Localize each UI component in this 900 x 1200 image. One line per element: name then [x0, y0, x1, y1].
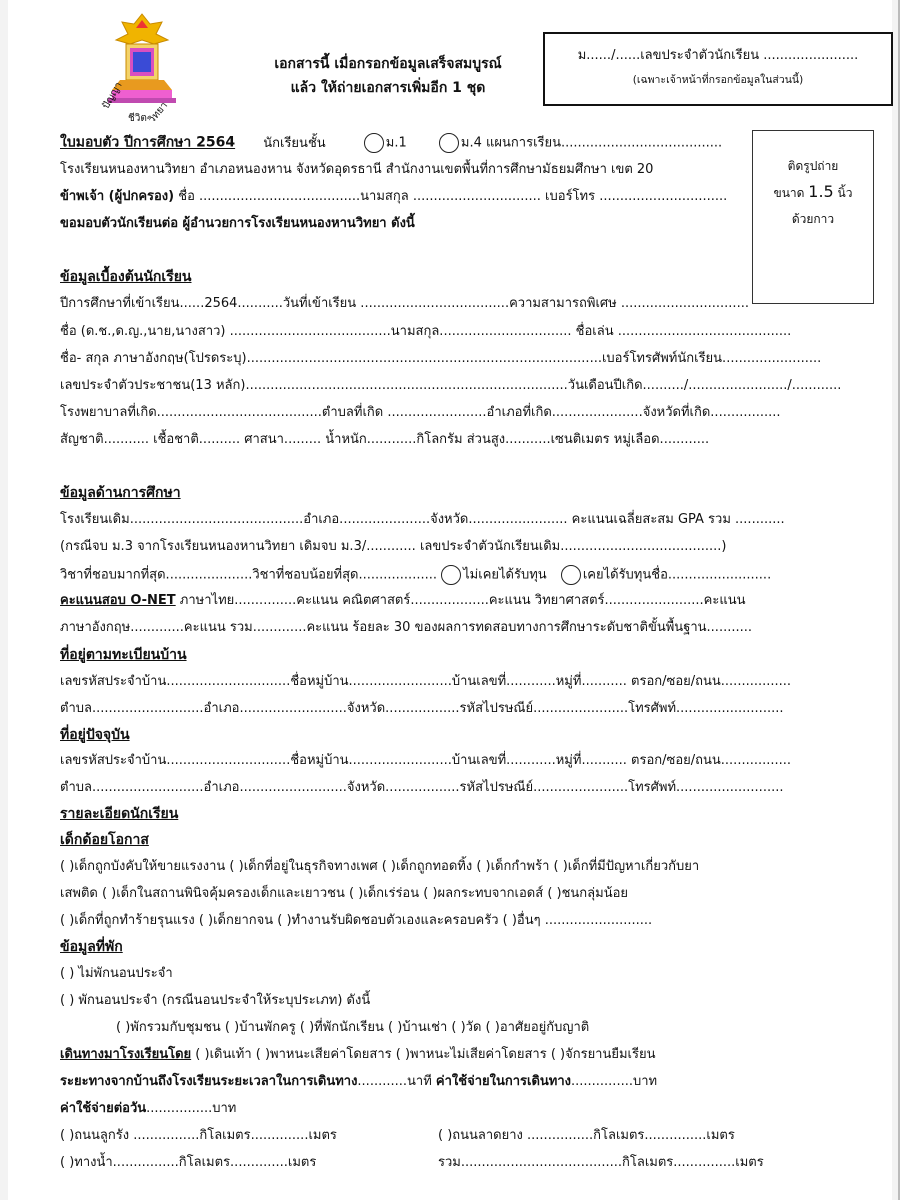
- staff-only-note: (เฉพาะเจ้าหน้าที่กรอกข้อมูลในส่วนนี้): [632, 74, 804, 86]
- header-line1: เอกสารนี้ เมื่อกรอกข้อมูลเสร็จสมบูรณ์: [274, 56, 502, 72]
- option-m4-label: ม.4 แผนการเรียน.......................................: [460, 135, 723, 151]
- form-page: [8, 0, 892, 1200]
- distance-label: ระยะทางจากบ้านถึงโรงเรียนระยะเวลาในการเดินทาง: [60, 1074, 358, 1089]
- education-line-2[interactable]: (กรณีจบ ม.3 จากโรงเรียนหนองหานวิทยา เดิมจบ ม.3/............ เลขประจำตัวนักเรียนเดิม.......................................): [60, 539, 727, 554]
- education-heading: ข้อมูลด้านการศึกษา: [60, 485, 181, 501]
- distance-line[interactable]: [60, 1073, 657, 1091]
- logo-caption-mid: ชีวิต: [128, 113, 147, 124]
- logo-caption-left: ปัญญา: [100, 80, 125, 111]
- daily-cost-field: ................บาท: [146, 1101, 237, 1116]
- scholarship-label: เคยได้รับทุนชื่อ.........................: [582, 567, 772, 583]
- daily-cost-label: ค่าใช้จ่ายต่อวัน: [60, 1101, 147, 1116]
- parent-row[interactable]: [60, 188, 727, 206]
- photo-box[interactable]: [752, 130, 874, 304]
- school-logo: [98, 10, 186, 128]
- basic-line-5[interactable]: โรงพยาบาลที่เกิด........................................ตำบลที่เกิด ........................อำเภอที่เกิด......................จังหวัดที่เกิด.................: [60, 405, 781, 420]
- onet-fields: ภาษาไทย...............คะแนน คณิตศาสตร์...................คะแนน วิทยาศาสตร์........................คะแนน: [175, 593, 746, 608]
- school-line: โรงเรียนหนองหานวิทยา อำเภอหนองหาน จังหวัดอุดรธานี สำนักงานเขตพื้นที่การศึกษามัธยมศึกษา เขต 20: [60, 162, 654, 177]
- grade-label: นักเรียนชั้น: [263, 135, 326, 151]
- no-scholarship-label: ไม่เคยได้รับทุน: [463, 567, 547, 583]
- residence-line-1[interactable]: ( ) ไม่พักนอนประจำ: [60, 966, 173, 981]
- disadvantaged-line-3[interactable]: ( )เด็กที่ถูกทำร้ายรุนแรง ( )เด็กยากจน ( )ทำงานรับผิดชอบตัวเองและครอบครัว ( )อื่นๆ ..........................: [60, 913, 653, 928]
- education-line-5[interactable]: ภาษาอังกฤษ.............คะแนน รวม.............คะแนน ร้อยละ 30 ของผลการทดสอบทางการศึกษาระดับชาติขั้นพื้นฐาน...........: [60, 620, 753, 635]
- form-title-row: [60, 133, 722, 153]
- road-laterite[interactable]: ( )ถนนลูกรัง ................กิโลเมตร..............เมตร: [60, 1128, 337, 1143]
- logo-caption-right: วิทยา: [146, 100, 171, 126]
- photo-glue: ด้วยกาว: [791, 212, 835, 226]
- disadvantaged-line-2[interactable]: เสพติด ( )เด็กในสถานพินิจคุ้มครองเด็กและเยาวชน ( )เด็กเร่ร่อน ( )ผลกระทบจากเอดส์ ( )ชนกลุ่มน้อย: [60, 886, 629, 901]
- cur-address-line-1[interactable]: เลขรหัสประจำบ้าน..............................ชื่อหมู่บ้าน.........................บ้านเลขที่............หมู่ที่........... ตรอก/ซอย/ถนน.................: [60, 753, 792, 768]
- residence-heading: ข้อมูลที่พัก: [60, 939, 123, 955]
- scholarship-radio[interactable]: [561, 565, 581, 585]
- header-note: [248, 52, 528, 100]
- basic-info-heading: ข้อมูลเบื้องต้นนักเรียน: [60, 269, 192, 285]
- parent-fields: ชื่อ .......................................นามสกุล ............................... เบอร์โทร ...............................: [174, 189, 728, 204]
- onet-label: คะแนนสอบ O-NET: [60, 593, 176, 608]
- education-line-3[interactable]: [60, 565, 771, 585]
- road-waterway[interactable]: ( )ทางน้ำ................กิโลเมตร..............เมตร: [60, 1155, 317, 1170]
- travel-label: เดินทางมาโรงเรียนโดย: [60, 1047, 192, 1062]
- basic-line-2[interactable]: ชื่อ (ด.ช.,ด.ญ.,นาย,นางสาว) .......................................นามสกุล................................ ชื่อเล่น ..........................................: [60, 324, 792, 339]
- no-scholarship-radio[interactable]: [441, 565, 461, 585]
- staff-id-line: ม....../......เลขประจำตัวนักเรียน .......................: [577, 48, 859, 63]
- basic-line-4[interactable]: เลขประจำตัวประชาชน(13 หลัก)..............................................................................วันเดือนปีเกิด........../......................../............: [60, 378, 842, 393]
- disadvantaged-line-1[interactable]: ( )เด็กถูกบังคับให้ขายแรงงาน ( )เด็กที่อยู่ในธุรกิจทางเพศ ( )เด็กถูกทอดทิ้ง ( )เด็กกำพร้า ( )เด็กที่มีปัญหาเกี่ยวกับยา: [60, 859, 700, 874]
- road-total[interactable]: รวม.......................................กิโลเมตร...............เมตร: [438, 1155, 764, 1170]
- option-m1-radio[interactable]: [364, 133, 384, 153]
- onet-line[interactable]: [60, 592, 746, 610]
- travel-cost-label: ค่าใช้จ่ายในการเดินทาง: [435, 1074, 571, 1089]
- road-paved[interactable]: ( )ถนนลาดยาง ................กิโลเมตร...............เมตร: [438, 1128, 735, 1143]
- consent-line: ขอมอบตัวนักเรียนต่อ ผู้อำนวยการโรงเรียนหนองหานวิทยา ดังนี้: [60, 216, 415, 231]
- reg-address-heading: ที่อยู่ตามทะเบียนบ้าน: [60, 647, 187, 663]
- cur-address-heading: ที่อยู่ปัจจุบัน: [60, 727, 130, 743]
- form-title: ใบมอบตัว ปีการศึกษา 2564: [60, 134, 236, 151]
- disadvantaged-heading: เด็กด้อยโอกาส: [60, 832, 149, 848]
- staff-id-box[interactable]: [543, 32, 893, 106]
- education-line-1[interactable]: โรงเรียนเดิม..........................................อำเภอ......................จังหวัด........................ คะแนนเฉลี่ยสะสม GPA รวม ............: [60, 512, 785, 527]
- photo-size: ขนาด 1.5 นิ้ว: [773, 182, 853, 201]
- travel-line[interactable]: [60, 1046, 656, 1064]
- cur-address-line-2[interactable]: ตำบล...........................อำเภอ..........................จังหวัด..................รหัสไปรษณีย์.......................โทรศัพท์..........................: [60, 780, 784, 795]
- reg-address-line-2[interactable]: ตำบล...........................อำเภอ..........................จังหวัด..................รหัสไปรษณีย์.......................โทรศัพท์..........................: [60, 701, 784, 716]
- daily-cost-line[interactable]: [60, 1100, 236, 1118]
- basic-line-3[interactable]: ชื่อ- สกุล ภาษาอังกฤษ(โปรดระบุ)......................................................................................เบอร์โทรศัพท์นักเรียน........................: [60, 351, 822, 366]
- header-line2: แล้ว ให้ถ่ายเอกสารเพิ่มอีก 1 ชุด: [290, 80, 486, 96]
- basic-line-6[interactable]: สัญชาติ........... เชื้อชาติ.......... ศาสนา......... น้ำหนัก............กิโลกรัม ส่วนสูง...........เซนติเมตร หมู่เลือด............: [60, 432, 710, 447]
- distance-minutes: ............นาที: [357, 1074, 436, 1089]
- option-m1-label: ม.1: [385, 135, 407, 151]
- favorite-subjects: วิชาที่ชอบมากที่สุด.....................วิชาที่ชอบน้อยที่สุด...................: [60, 567, 437, 583]
- residence-line-2[interactable]: ( ) พักนอนประจำ (กรณีนอนประจำให้ระบุประเภท) ดังนี้: [60, 993, 371, 1008]
- reg-address-line-1[interactable]: เลขรหัสประจำบ้าน..............................ชื่อหมู่บ้าน.........................บ้านเลขที่............หมู่ที่........... ตรอก/ซอย/ถนน.................: [60, 674, 792, 689]
- residence-line-3[interactable]: ( )พักรวมกับชุมชน ( )บ้านพักครู ( )ที่พักนักเรียน ( )บ้านเช่า ( )วัด ( )อาศัยอยู่กับญาติ: [116, 1020, 590, 1035]
- basic-line-1[interactable]: ปีการศึกษาที่เข้าเรียน......2564...........วันที่เข้าเรียน ....................................ความสามารถพิเศษ ...............................: [60, 296, 749, 311]
- travel-options: ( )เดินเท้า ( )พาหนะเสียค่าโดยสาร ( )พาหนะไม่เสียค่าโดยสาร ( )จักรยานยืมเรียน: [191, 1047, 656, 1062]
- option-m4-radio[interactable]: [439, 133, 459, 153]
- details-heading: รายละเอียดนักเรียน: [60, 806, 179, 822]
- travel-cost-field: ...............บาท: [570, 1074, 658, 1089]
- photo-label: ติดรูปถ่าย: [787, 159, 839, 173]
- parent-label: ข้าพเจ้า (ผู้ปกครอง): [60, 189, 175, 204]
